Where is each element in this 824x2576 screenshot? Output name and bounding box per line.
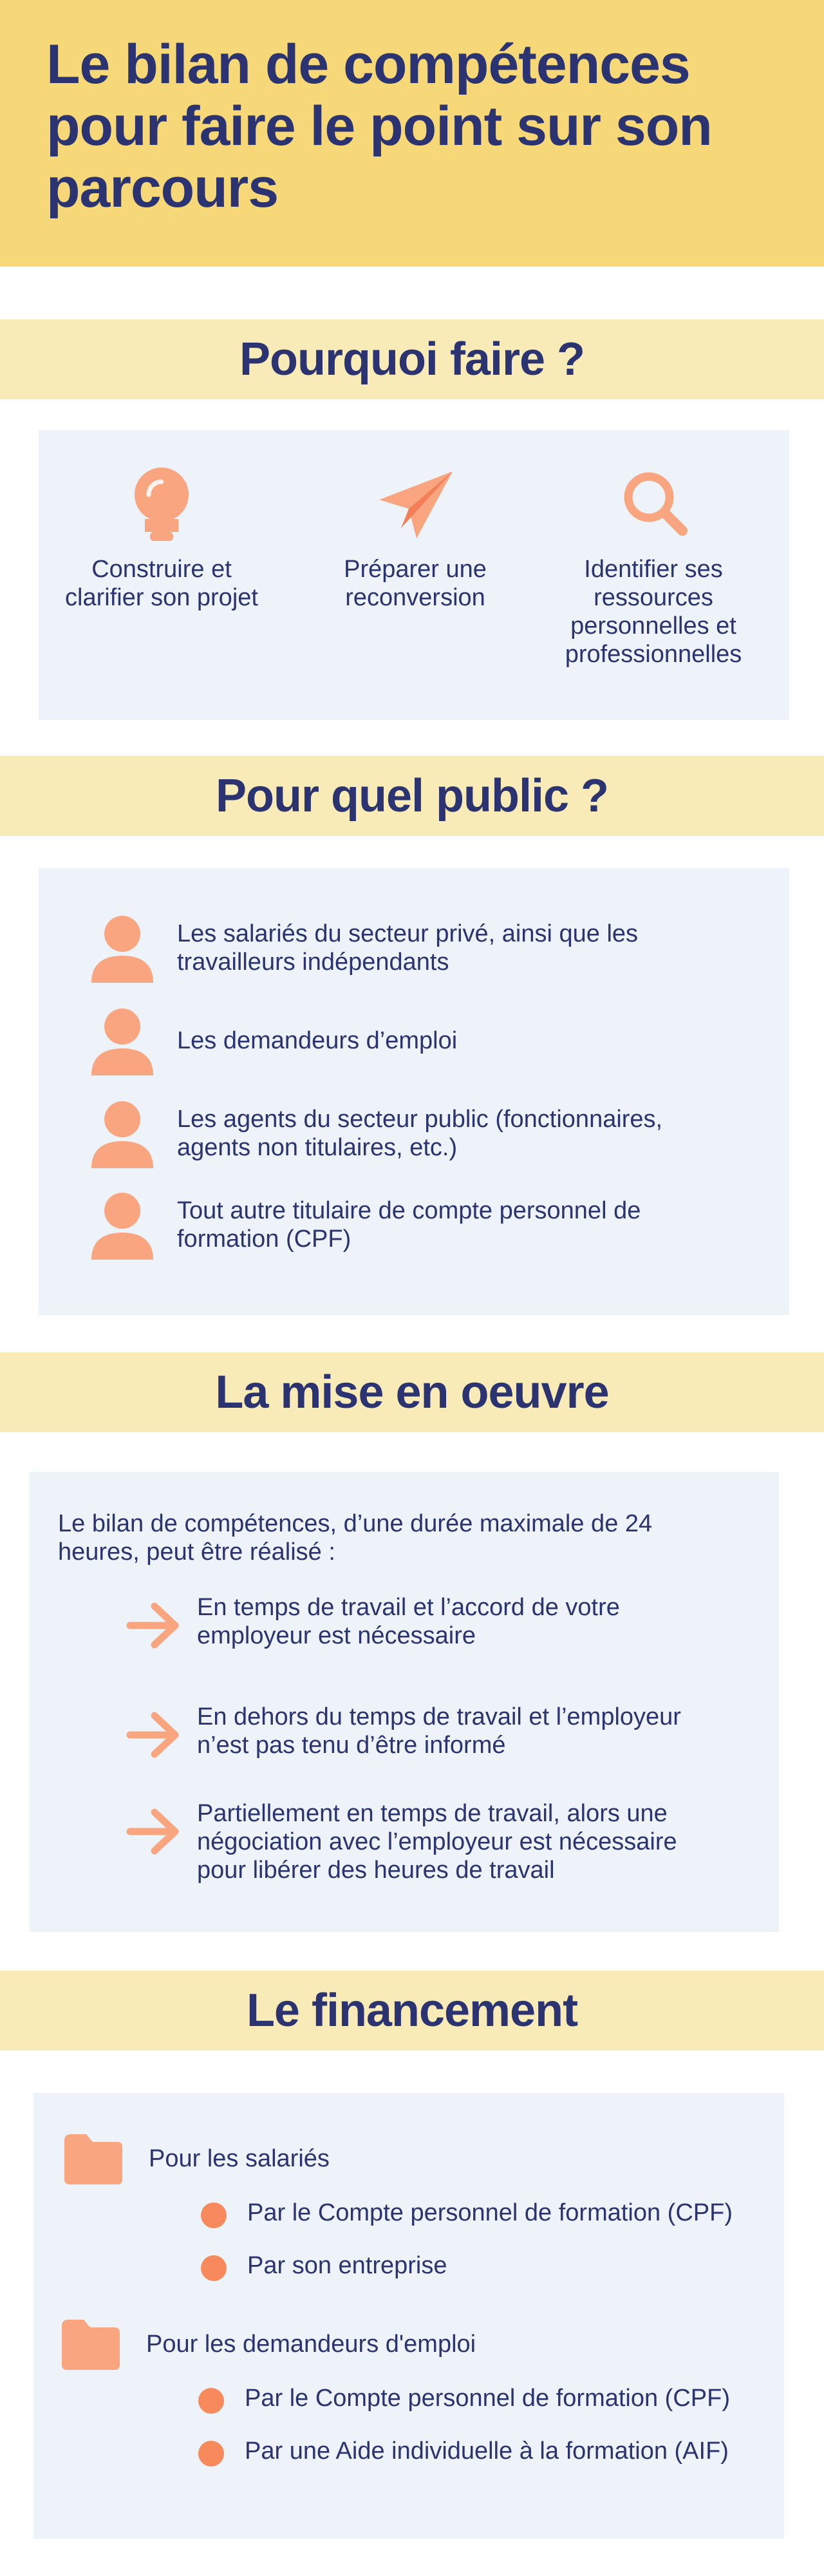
implementation-item-label: Partiellement en temps de travail, alors une négociation avec l’employeur est nécessaire pour libérer des heures de travail (197, 1800, 677, 1884)
bullet-dot (198, 2441, 224, 2467)
funding-group-label: Pour les demandeurs d'emploi (146, 2331, 476, 2358)
bullet-dot (201, 2202, 227, 2228)
funding-group-label: Pour les salariés (149, 2145, 330, 2172)
arrow-right-icon (126, 1601, 182, 1650)
public-list-item (90, 913, 734, 984)
why-item-label: Préparer une reconversion (344, 556, 487, 611)
paper-plane-icon (315, 466, 515, 542)
why-item (547, 466, 760, 668)
section-heading-why: Pourquoi faire ? (239, 334, 585, 385)
person-icon (90, 1006, 154, 1077)
public-item-label: Tout autre titulaire de compte personnel de formation (CPF) (177, 1197, 641, 1253)
implementation-intro: Le bilan de compétences, d’une durée maximale de 24 heures, peut être réalisé : (58, 1510, 653, 1566)
person-icon (90, 913, 154, 984)
section-heading-funding: Le financement (246, 1985, 578, 2036)
folder-icon (59, 2317, 122, 2372)
public-item-label: Les salariés du secteur privé, ainsi que les travailleurs indépendants (177, 920, 639, 976)
section-heading-implementation: La mise en oeuvre (215, 1367, 609, 1418)
funding-bullet-label: Par le Compte personnel de formation (CPF) (247, 2199, 733, 2226)
funding-bullet-label: Par le Compte personnel de formation (CPF) (245, 2385, 730, 2412)
folder-icon (62, 2132, 125, 2187)
lightbulb-icon (62, 466, 261, 542)
public-item-label: Les agents du secteur public (fonctionnaires, agents non titulaires, etc.) (177, 1106, 663, 1161)
funding-bullet-label: Par une Aide individuelle à la formation (AIF) (245, 2438, 729, 2465)
why-item-label: Construire et clarifier son projet (65, 556, 258, 611)
why-item (62, 466, 261, 612)
section-band-implementation (0, 1352, 824, 1432)
section-band-funding (0, 1971, 824, 2050)
public-item-label: Les demandeurs d’emploi (177, 1027, 458, 1054)
why-item (315, 466, 515, 612)
hero-banner (0, 0, 824, 267)
page-title: Le bilan de compétences pour faire le point sur son parcours (46, 33, 712, 219)
implementation-item-label: En temps de travail et l’accord de votre employeur est nécessaire (197, 1594, 620, 1649)
bullet-dot (198, 2388, 224, 2414)
public-list-item (90, 1099, 734, 1170)
funding-bullet-label: Par son entreprise (247, 2252, 447, 2279)
person-icon (90, 1099, 154, 1170)
section-band-why (0, 319, 824, 399)
why-item-label: Identifier ses ressources personnelles et professionnelles (565, 556, 742, 668)
person-icon (90, 1190, 154, 1261)
section-heading-public: Pour quel public ? (216, 770, 608, 822)
implementation-item-label: En dehors du temps de travail et l’employeur n’est pas tenu d’être informé (197, 1703, 681, 1759)
search-icon (547, 466, 760, 542)
public-list-item (90, 1190, 734, 1261)
arrow-right-icon (126, 1807, 182, 1856)
section-band-public (0, 756, 824, 836)
bullet-dot (201, 2255, 227, 2281)
public-list-item (90, 1006, 734, 1077)
arrow-right-icon (126, 1710, 182, 1759)
